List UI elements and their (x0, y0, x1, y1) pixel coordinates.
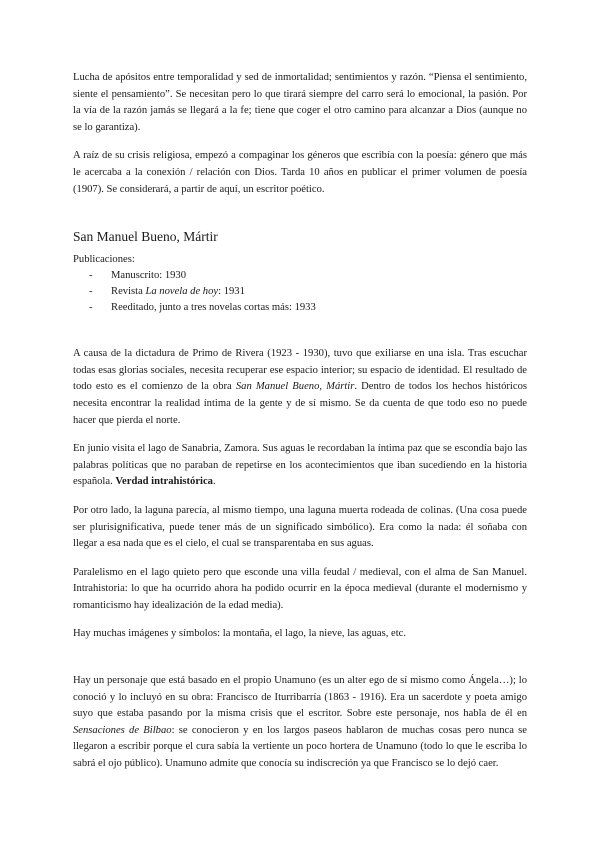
publication-magazine-prefix: Revista (111, 286, 146, 298)
paragraph-exile (73, 346, 527, 429)
publication-magazine-title: La novela de hoy (145, 286, 219, 298)
paragraph-sanabria-end: . (212, 476, 216, 488)
list-item: - Manuscrito: 1930 (89, 270, 187, 282)
section-title: San Manuel Bueno, Mártir (73, 229, 218, 245)
publication-magazine-year: : 1931 (218, 286, 245, 298)
paragraph-sanabria-text: En junio visita el lago de Sanabria, Zamora. Sus aguas le recordaban la íntima paz que se escondía bajo las palabras políticas que no paraban de repetirse en los acontecimientos que iban sucediendo en la historia española. (73, 443, 527, 488)
paragraph-sanabria (73, 441, 527, 491)
paragraph-personaje-text: Hay un personaje que está basado en el propio Unamuno (es un alter ego de sí mismo como Ángela…); lo conoció y lo incluyó en su obra: Francisco de Iturribarría (1863 - 1916). Era un sacerdote y poeta amigo suyo que estaba pasando por la misma crisis que el escritor. Sobre este personaje, nos habla de él en (73, 675, 527, 720)
paragraph-personaje (73, 673, 527, 773)
paragraph-exile-text-end: . Dentro de todos los hechos históricos necesita encontrar la realidad íntima de la gente y de sí mismo. Se da cuenta de que todo eso no puede hacer que pierda el norte. (73, 381, 527, 426)
work-title-bilbao: Sensaciones de Bilbao (73, 724, 172, 736)
paragraph-laguna: Por otro lado, la laguna parecía, al mismo tiempo, una laguna muerta rodeada de colinas. (Una cosa puede ser plurisignificativa, puede tener más de un significado simbólico). Era como la nada: él soñaba con llegar a esa nada que es el cielo, el cual se transparentaba en sus aguas. (73, 504, 527, 550)
list-item: - Revista La novela de hoy: 1931 (89, 286, 245, 298)
publication-reedition: Reeditado, junto a tres novelas cortas más: 1933 (111, 302, 316, 314)
publications-label: Publicaciones: (73, 254, 135, 266)
paragraph-personaje-end: : se conocieron y en los largos paseos hablaron de muchas cosas pero nunca se llegaron a escribir porque el cura sabía la vertiente un poco hortera de Unamuno (todo lo que le escriba lo sabrá el ojo público). Unamuno admite que conocía su indiscreción ya que Francisco se lo dejó caer. (73, 724, 527, 770)
paragraph-paralelismo: Paralelismo en el lago quieto pero que esconde una villa feudal / medieval, con el alma de San Manuel. Intrahistoria: lo que ha ocurrido ahora ha podido ocurrir en la época medieval (durante el modernismo y romanticismo hay idealización de la edad media). (73, 566, 527, 611)
publication-manuscript: Manuscrito: 1930 (111, 270, 187, 282)
document-content (73, 70, 527, 773)
paragraph-exile-text: A causa de la dictadura de Primo de Rivera (1923 - 1930), tuvo que exiliarse en una isla. Tras escuchar todas esas glorias sociales, necesita recuperar ese espacio interior; su espacio de identidad. El resultado de todo esto es el comienzo de la obra (73, 348, 527, 393)
list-item: - Reeditado, junto a tres novelas cortas más: 1933 (89, 302, 316, 314)
paragraph-simbolos: Hay muchas imágenes y símbolos: la montaña, el lago, la nieve, las aguas, etc. (73, 628, 407, 640)
paragraph-intro-1: Lucha de apósitos entre temporalidad y sed de inmortalidad; sentimientos y razón. “Piensa el sentimiento, siente el pensamiento”. Se necesitan pero lo que tirará siempre del carro será lo emocional, la pasión. Por la vía de la razón jamás se llegará a la fe; tiene que coger el otro camino para alcanzar a Dios (aunque no se lo garantiza). (73, 72, 527, 133)
publications-list (73, 268, 527, 316)
work-title: San Manuel Bueno, Mártir (235, 381, 355, 393)
bold-term: Verdad intrahistórica (115, 476, 213, 488)
paragraph-intro-2: A raíz de su crisis religiosa, empezó a compaginar los géneros que escribía con la poesía: género que más le acercaba a la conexión / relación con Dios. Tarda 10 años en publicar el primer volumen de poesía (1907). Se considerará, a partir de aquí, un escritor poético. (73, 150, 527, 195)
